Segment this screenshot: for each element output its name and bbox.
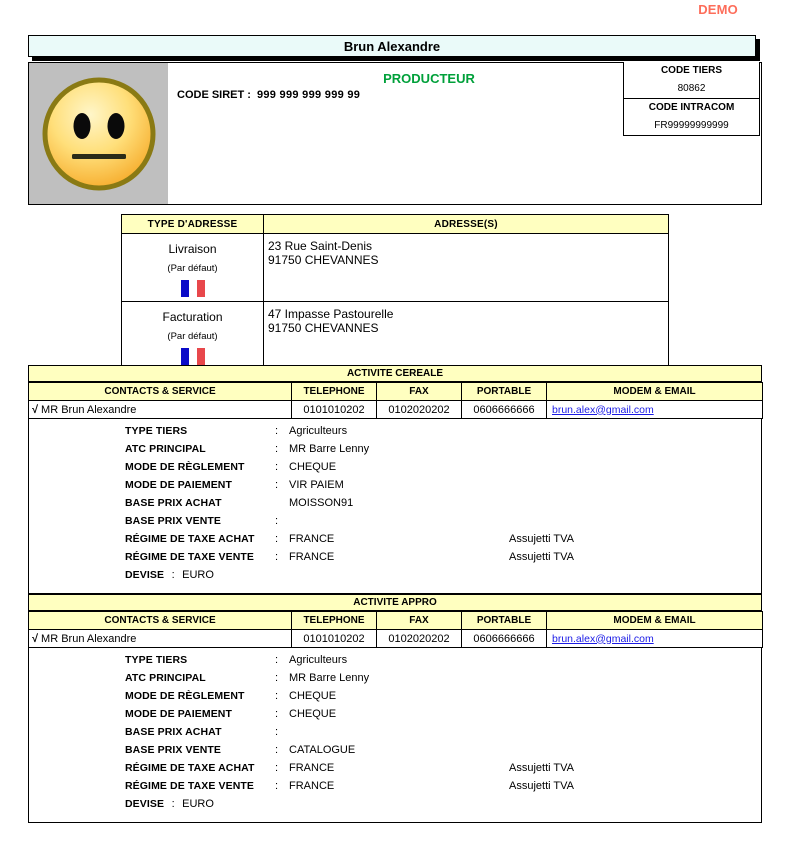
page-title (28, 35, 756, 57)
devise-row (29, 798, 761, 816)
check-icon: √ (32, 403, 39, 416)
contact-telephone: 0101010202 (292, 401, 377, 419)
address-line-1: 23 Rue Saint-Denis (268, 239, 373, 253)
detail-colon: : (275, 654, 279, 666)
contact-fax: 0102020202 (377, 630, 462, 648)
address-type-cell (122, 234, 264, 302)
detail-label: BASE PRIX VENTE (125, 515, 222, 527)
detail-colon: : (275, 690, 279, 702)
activity-title: ACTIVITE CEREALE (28, 365, 762, 382)
address-type-name: Facturation (162, 310, 223, 324)
avatar (29, 63, 168, 204)
detail-label: TYPE TIERS (125, 654, 188, 666)
detail-colon: : (275, 726, 279, 738)
detail-value: FRANCE (289, 780, 335, 792)
col-fax: FAX (377, 383, 462, 401)
table-row (122, 302, 669, 370)
detail-label: MODE DE PAIEMENT (125, 479, 232, 491)
contacts-table (28, 382, 763, 419)
demo-watermark: DEMO (698, 2, 738, 17)
devise-row (29, 569, 761, 587)
table-row (122, 234, 669, 302)
col-telephone: TELEPHONE (292, 383, 377, 401)
activity-details (28, 419, 762, 594)
address-type-name: Livraison (168, 242, 217, 256)
address-lines-cell (264, 234, 669, 302)
detail-value: CHEQUE (289, 461, 337, 473)
col-fax: FAX (377, 612, 462, 630)
detail-colon: : (275, 425, 279, 437)
devise-label: DEVISE (125, 569, 165, 581)
contact-email-cell (547, 630, 763, 648)
detail-extra: Assujetti TVA (509, 780, 575, 792)
contact-fax: 0102020202 (377, 401, 462, 419)
code-intracom-value: FR99999999999 (654, 120, 729, 131)
detail-label: RÉGIME DE TAXE VENTE (125, 780, 254, 792)
detail-label: MODE DE PAIEMENT (125, 708, 232, 720)
detail-value: VIR PAIEM (289, 479, 344, 491)
neutral-face-smiley-icon (41, 76, 157, 192)
contact-telephone: 0101010202 (292, 630, 377, 648)
contact-email-link[interactable]: brun.alex@gmail.com (552, 403, 654, 416)
detail-value: MR Barre Lenny (289, 672, 370, 684)
detail-value: CATALOGUE (289, 744, 356, 756)
detail-row (29, 672, 761, 690)
contacts-header-row (29, 612, 763, 630)
detail-extra: Assujetti TVA (509, 533, 575, 545)
devise-value: EURO (182, 569, 214, 581)
code-box (623, 62, 760, 136)
detail-row (29, 726, 761, 744)
detail-row (29, 780, 761, 798)
address-col-type: TYPE D'ADRESSE (122, 215, 264, 234)
devise-label: DEVISE (125, 798, 165, 810)
contact-name: MR Brun Alexandre (41, 403, 137, 416)
siret-row (177, 89, 360, 101)
address-table-header-row (122, 215, 669, 234)
table-row (29, 630, 763, 648)
address-lines-cell (264, 302, 669, 370)
devise-value: EURO (182, 798, 214, 810)
detail-colon: : (275, 551, 279, 563)
detail-row (29, 690, 761, 708)
contact-portable: 0606666666 (462, 401, 547, 419)
detail-value: Agriculteurs (289, 654, 348, 666)
detail-label: BASE PRIX VENTE (125, 744, 222, 756)
detail-extra: Assujetti TVA (509, 762, 575, 774)
detail-label: TYPE TIERS (125, 425, 188, 437)
address-default-note: (Par défaut) (167, 331, 218, 342)
detail-colon: : (275, 515, 279, 527)
detail-value: MR Barre Lenny (289, 443, 370, 455)
detail-label: BASE PRIX ACHAT (125, 497, 222, 509)
category-label: PRODUCTEUR (383, 71, 475, 86)
detail-colon: : (275, 708, 279, 720)
detail-row (29, 425, 761, 443)
address-type-cell (122, 302, 264, 370)
col-telephone: TELEPHONE (292, 612, 377, 630)
detail-row (29, 551, 761, 569)
detail-colon: : (275, 744, 279, 756)
devise-colon: : (171, 569, 175, 581)
detail-colon: : (275, 461, 279, 473)
address-table (121, 214, 669, 370)
table-row (29, 401, 763, 419)
detail-row (29, 708, 761, 726)
detail-label: MODE DE RÈGLEMENT (125, 690, 245, 702)
detail-row (29, 762, 761, 780)
detail-value: Agriculteurs (289, 425, 348, 437)
detail-colon: : (275, 533, 279, 545)
contact-portable: 0606666666 (462, 630, 547, 648)
check-icon: √ (32, 632, 39, 645)
address-default-note: (Par défaut) (167, 263, 218, 274)
siret-value: 999 999 999 999 99 (256, 89, 361, 101)
detail-label: RÉGIME DE TAXE ACHAT (125, 762, 255, 774)
col-contacts-service: CONTACTS & SERVICE (29, 612, 292, 630)
col-portable: PORTABLE (462, 612, 547, 630)
address-col-address: ADRESSE(S) (264, 215, 669, 234)
identity-block (28, 62, 762, 205)
contacts-header-row (29, 383, 763, 401)
detail-row (29, 654, 761, 672)
detail-value: FRANCE (289, 762, 335, 774)
detail-label: RÉGIME DE TAXE ACHAT (125, 533, 255, 545)
contact-name-cell (29, 630, 292, 648)
address-line-2: 91750 CHEVANNES (268, 253, 379, 267)
address-line-2: 91750 CHEVANNES (268, 321, 379, 335)
address-line-1: 47 Impasse Pastourelle (268, 307, 394, 321)
detail-colon: : (275, 762, 279, 774)
code-intracom-label: CODE INTRACOM (624, 98, 759, 117)
detail-label: ATC PRINCIPAL (125, 672, 206, 684)
contact-email-cell (547, 401, 763, 419)
col-portable: PORTABLE (462, 383, 547, 401)
france-flag-icon (180, 280, 206, 297)
detail-row (29, 443, 761, 461)
activity-title: ACTIVITE APPRO (28, 594, 762, 611)
detail-value: FRANCE (289, 533, 335, 545)
detail-colon: : (275, 780, 279, 792)
detail-value: CHEQUE (289, 690, 337, 702)
detail-colon: : (275, 479, 279, 491)
activity-block-cereale (28, 365, 762, 594)
detail-row (29, 744, 761, 762)
contact-name: MR Brun Alexandre (41, 632, 137, 645)
contacts-table (28, 611, 763, 648)
detail-value: MOISSON91 (289, 497, 354, 509)
detail-row (29, 461, 761, 479)
devise-colon: : (171, 798, 175, 810)
detail-label: MODE DE RÈGLEMENT (125, 461, 245, 473)
activity-block-appro (28, 594, 762, 823)
detail-row (29, 479, 761, 497)
contact-email-link[interactable]: brun.alex@gmail.com (552, 632, 654, 645)
contact-name-cell (29, 401, 292, 419)
detail-value: CHEQUE (289, 708, 337, 720)
activity-details (28, 648, 762, 823)
siret-label: CODE SIRET : (177, 89, 251, 101)
france-flag-icon (180, 348, 206, 365)
detail-colon: : (275, 672, 279, 684)
detail-row (29, 533, 761, 551)
detail-row (29, 515, 761, 533)
code-tiers-label: CODE TIERS (660, 65, 723, 76)
detail-colon: : (275, 443, 279, 455)
detail-label: ATC PRINCIPAL (125, 443, 206, 455)
detail-label: BASE PRIX ACHAT (125, 726, 222, 738)
col-contacts-service: CONTACTS & SERVICE (29, 383, 292, 401)
detail-extra: Assujetti TVA (509, 551, 575, 563)
code-tiers-value: 80862 (677, 83, 706, 94)
page-title-text: Brun Alexandre (343, 38, 441, 54)
col-modem-email: MODEM & EMAIL (547, 612, 763, 630)
col-modem-email: MODEM & EMAIL (547, 383, 763, 401)
detail-row (29, 497, 761, 515)
detail-label: RÉGIME DE TAXE VENTE (125, 551, 254, 563)
detail-value: FRANCE (289, 551, 335, 563)
